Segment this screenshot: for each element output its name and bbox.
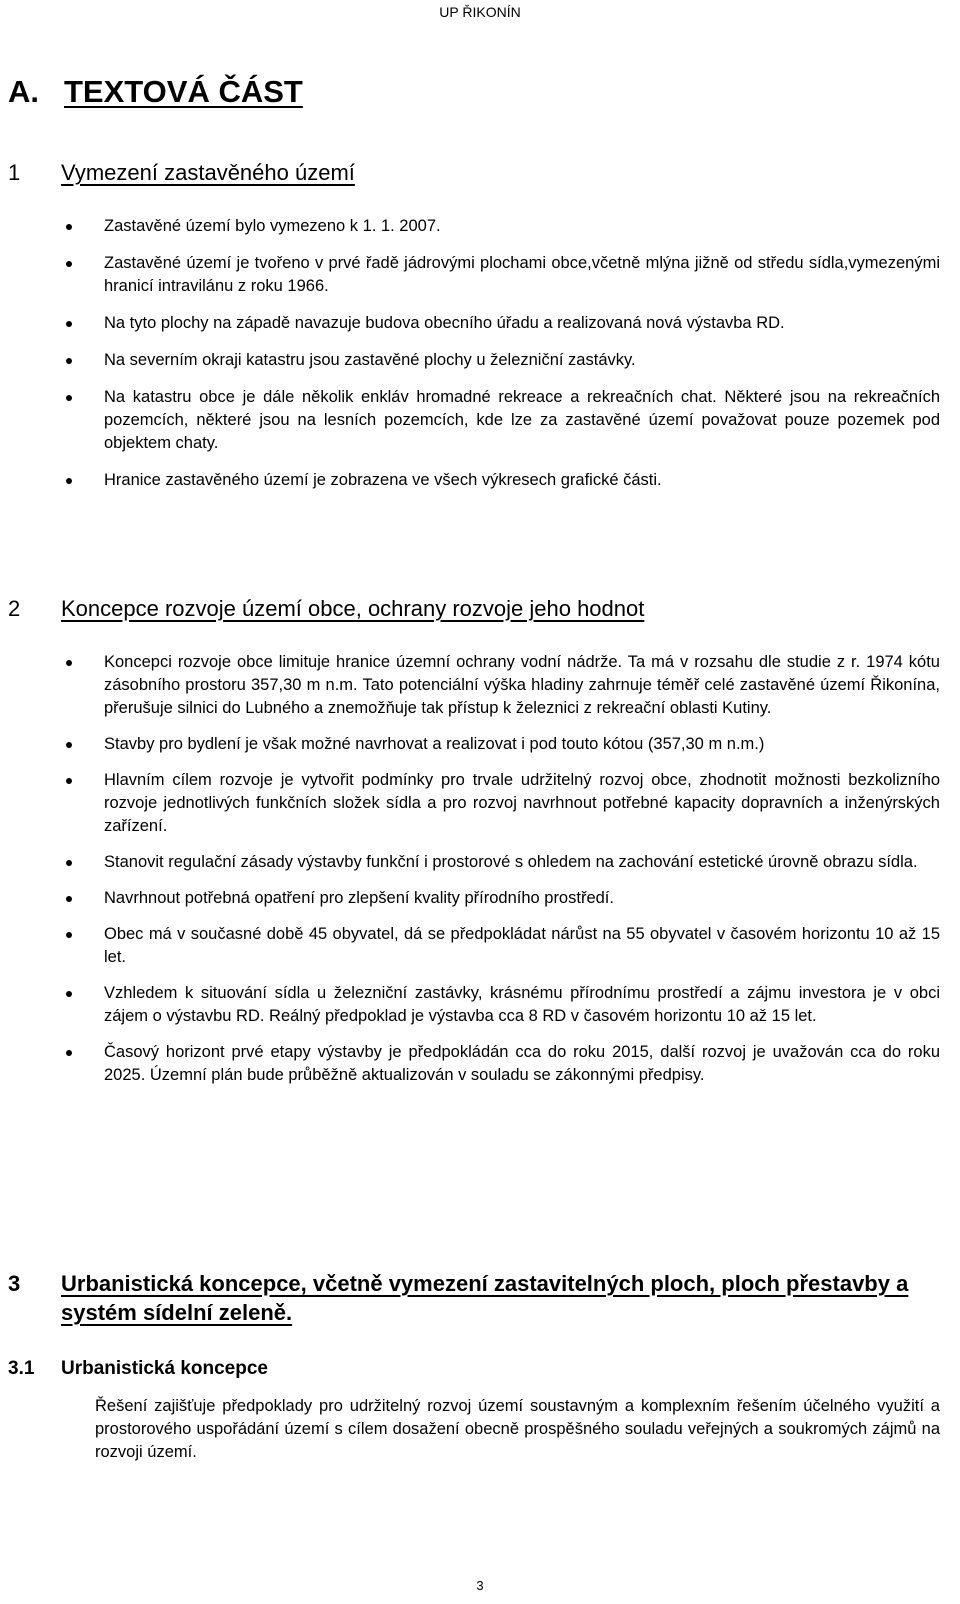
section-3-heading bbox=[8, 1269, 948, 1327]
subsection-3-1-text: Řešení zajišťuje předpoklady pro udržitelný rozvoj území soustavným a komplexním řešením účelného využití a prostorového uspořádání území s cílem dosažení obecně prospěšného souladu veřejných a soukromých zájmů na rozvoji území. bbox=[95, 1397, 940, 1461]
list-item: Vzhledem k situování sídla u železniční zastávky, krásnému přírodnímu prostředí a zájmu investora je v obci zájem o výstavbu RD. Reálný předpoklad je výstavba cca 8 RD v časovém horizontu 10 až 15 let. bbox=[60, 982, 940, 1028]
page-number: 3 bbox=[476, 1578, 484, 1593]
list-item: Hranice zastavěného území je zobrazena ve všech výkresech grafické části. bbox=[60, 469, 940, 492]
section-1-list bbox=[60, 215, 940, 492]
list-item: Na tyto plochy na západě navazuje budova obecního úřadu a realizovaná nová výstavba RD. bbox=[60, 312, 940, 335]
list-item: Na katastru obce je dále několik enkláv hromadné rekreace a rekreačních chat. Některé jsou na rekreačních pozemcích, některé jsou na lesních pozemcích, kde lze za zastavěné území považovat pouze pozemek pod objektem chaty. bbox=[60, 386, 940, 455]
list-item: Stavby pro bydlení je však možné navrhovat a realizovat i pod touto kótou (357,30 m n.m.) bbox=[60, 733, 940, 756]
subsection-3-1-number: 3.1 bbox=[8, 1358, 35, 1379]
list-item: Obec má v současné době 45 obyvatel, dá se předpokládat nárůst na 55 obyvatel v časovém horizontu 10 až 15 let. bbox=[60, 923, 940, 969]
list-item: Stanovit regulační zásady výstavby funkční i prostorové s ohledem na zachování estetické úrovně obrazu sídla. bbox=[60, 851, 940, 874]
section-2-list bbox=[60, 651, 940, 1087]
section-1-title: Vymezení zastavěného území bbox=[61, 160, 355, 185]
subsection-3-1-title: Urbanistická koncepce bbox=[61, 1358, 268, 1379]
section-1-heading bbox=[8, 158, 948, 187]
main-title-letter: A. bbox=[8, 74, 39, 109]
list-item: Navrhnout potřebná opatření pro zlepšení kvality přírodního prostředí. bbox=[60, 887, 940, 910]
list-item: Hlavním cílem rozvoje je vytvořit podmínky pro trvale udržitelný rozvoj obce, zhodnotit možnosti bezkolizního rozvoje jednotlivých funkčních složek sídla a pro rozvoj navrhnout potřebné kapacity dopravních a inženýrských zařízení. bbox=[60, 769, 940, 838]
subsection-3-1-heading bbox=[8, 1357, 268, 1381]
main-title bbox=[8, 72, 303, 112]
section-1-number: 1 bbox=[8, 160, 21, 185]
main-title-text: TEXTOVÁ ČÁST bbox=[64, 74, 303, 109]
section-2-heading bbox=[8, 594, 948, 623]
page-header: UP ŘIKONÍN bbox=[439, 4, 521, 20]
list-item: Zastavěné území bylo vymezeno k 1. 1. 2007. bbox=[60, 215, 940, 238]
section-2-number: 2 bbox=[8, 596, 21, 621]
section-2-title: Koncepce rozvoje území obce, ochrany rozvoje jeho hodnot bbox=[61, 596, 645, 621]
list-item: Časový horizont prvé etapy výstavby je předpokládán cca do roku 2015, další rozvoj je uvažován cca do roku 2025. Územní plán bude průběžně aktualizován v souladu se zákonnými předpisy. bbox=[60, 1041, 940, 1087]
list-item: Koncepci rozvoje obce limituje hranice územní ochrany vodní nádrže. Ta má v rozsahu dle studie z r. 1974 kótu zásobního prostoru 357,30 m n.m. Tato potenciální výška hladiny zahrnuje téměř celé zastavěné území Řikonína, přerušuje silnici do Lubného a znemožňuje tak přístup k železnici z rekreační oblasti Kutiny. bbox=[60, 651, 940, 720]
list-item: Na severním okraji katastru jsou zastavěné plochy u železniční zastávky. bbox=[60, 349, 940, 372]
section-3-title: Urbanistická koncepce, včetně vymezení zastavitelných ploch, ploch přestavby a systém sídelní zeleně. bbox=[61, 1271, 909, 1325]
list-item: Zastavěné území je tvořeno v prvé řadě jádrovými plochami obce,včetně mlýna jižně od středu sídla,vymezenými hranicí intravilánu z roku 1966. bbox=[60, 252, 940, 298]
section-3-number: 3 bbox=[8, 1271, 21, 1296]
